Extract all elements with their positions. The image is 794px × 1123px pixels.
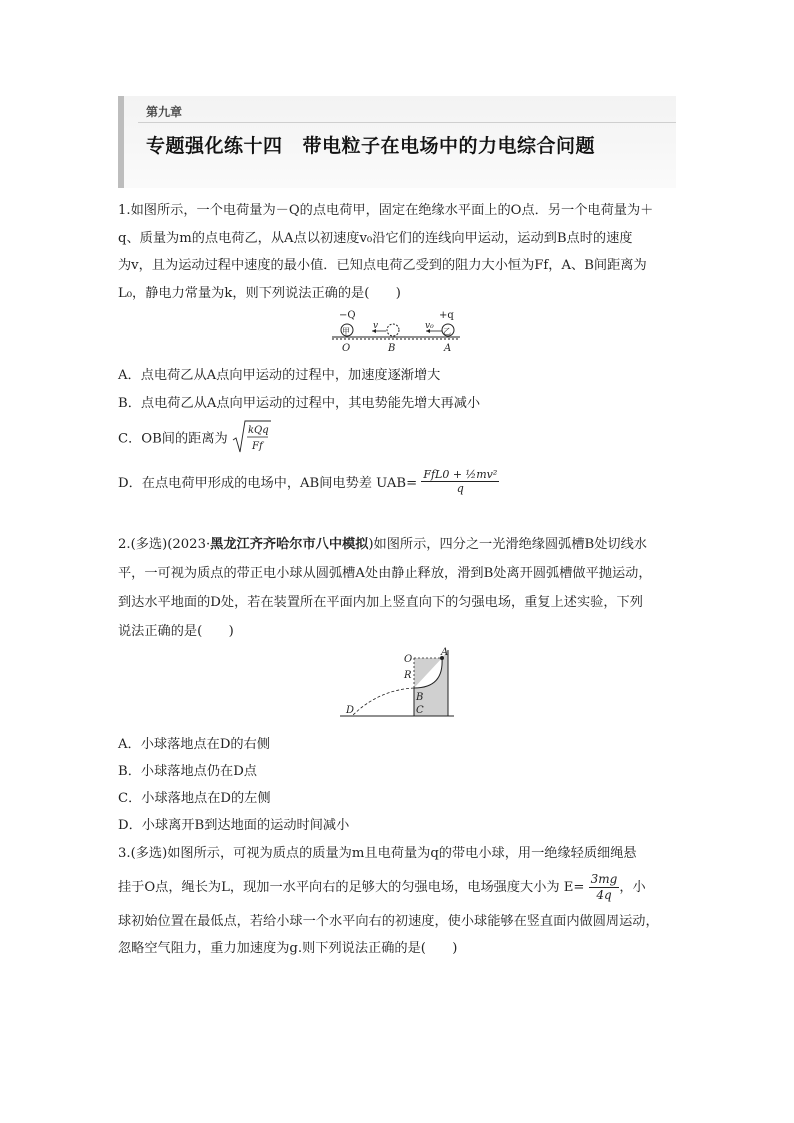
q1-option-b: B．点电荷乙从A点向甲运动的过程中，其电势能先增大再减小 xyxy=(118,396,481,411)
q3-e-num: 3mg xyxy=(590,871,618,886)
q3-line-2 xyxy=(118,868,680,908)
q1-fig-yi: 乙 xyxy=(443,327,451,336)
q3-line-1: 3.(多选)如图所示，可视为质点的质量为m且电荷量为q的带电小球，用一绝缘轻质细绳悬 xyxy=(118,846,637,861)
q2-fig-C: C xyxy=(416,705,424,716)
q3-line-4: 忽略空气阻力，重力加速度为g.则下列说法正确的是( ) xyxy=(118,941,458,956)
q1-line-1: 1.如图所示，一个电荷量为－Q的点电荷甲，固定在绝缘水平面上的O点．另一个电荷量为＋ xyxy=(118,203,654,218)
q2-line-4: 说法正确的是( ) xyxy=(118,624,234,639)
q1-fig-charge-left: −Q xyxy=(339,310,356,321)
q1-fig-charge-right: +q xyxy=(439,310,454,321)
q2-fig-O: O xyxy=(404,654,413,665)
q1-d-den: q xyxy=(456,482,464,495)
header-accent-bar xyxy=(118,96,124,188)
q3-e-fraction xyxy=(589,872,620,903)
q1-option-c-text: C．OB间的距离为 xyxy=(118,431,228,447)
q1-fig-O: O xyxy=(342,343,351,354)
q1-option-a: A．点电荷乙从A点向甲运动的过程中，加速度逐渐增大 xyxy=(118,368,441,383)
header-divider xyxy=(138,122,676,123)
q3-line-2-end: ，小 xyxy=(619,879,646,895)
q2-option-b: B．小球落地点仍在D点 xyxy=(118,764,257,779)
q2-fig-D: D xyxy=(346,705,355,716)
q2-fig-R: R xyxy=(404,670,412,681)
q1-d-num: FfL0 + ½mv² xyxy=(423,468,498,481)
title-part-b: 带电粒子在电场中的力电综合问题 xyxy=(302,135,596,157)
question-1-stem xyxy=(118,197,680,307)
sqrt-expression xyxy=(232,420,272,458)
q2-line-3: 到达水平地面的D处，若在装置所在平面内加上竖直向下的匀强电场，重复上述实验，下列 xyxy=(118,595,643,610)
q1-line-2: q、质量为m的点电荷乙，从A点以初速度v₀沿它们的连线向甲运动，运动到B点时的速度 xyxy=(118,230,633,246)
q1-option-d-text: D．在点电荷甲形成的电场中，AB间电势差 UAB= xyxy=(118,476,418,491)
question-2-stem xyxy=(118,530,680,646)
dashed-charge-icon xyxy=(387,324,399,336)
q1-option-d xyxy=(118,468,499,495)
question-3-stem xyxy=(118,840,680,963)
q3-e-den: 4q xyxy=(596,887,612,902)
q1-fig-v0: v₀ xyxy=(425,321,434,331)
q1-fig-v: v xyxy=(373,321,379,331)
q2-option-d: D．小球离开B到达地面的运动时间减小 xyxy=(118,818,350,833)
q1-d-fraction xyxy=(421,468,499,495)
chapter-label: 第九章 xyxy=(146,105,183,119)
title-part-a: 专题强化练十四 xyxy=(146,135,283,157)
q2-option-c: C．小球落地点在D的左侧 xyxy=(118,791,271,806)
q2-option-a: A．小球落地点在D的右侧 xyxy=(118,737,270,752)
q2-figure xyxy=(338,646,456,722)
q1-line-4: L₀，静电力常量为k，则下列说法正确的是( ) xyxy=(118,285,401,301)
q2-line-1 xyxy=(118,530,680,559)
q3-line-2-text: 挂于O点，绳长为L，现加一水平向右的足够大的匀强电场，电场强度大小为 E= xyxy=(118,879,585,895)
q1-fig-jia: 甲 xyxy=(342,327,350,336)
q1-c-num: kQq xyxy=(247,425,269,436)
q2-line-1-rest: )如图所示，四分之一光滑绝缘圆弧槽B处切线水 xyxy=(368,537,647,552)
q2-prefix: 2.(多选)(2023· xyxy=(118,537,211,552)
q1-fig-A: A xyxy=(444,343,452,354)
q2-source: 黑龙江齐齐哈尔市八中模拟 xyxy=(210,537,369,552)
q3-line-3: 球初始位置在最低点，若给小球一个水平向右的初速度，使小球能够在竖直面内做圆周运动， xyxy=(118,913,659,929)
q1-c-den: Ff xyxy=(251,441,263,452)
q1-fig-B: B xyxy=(388,343,396,354)
q2-fig-A: A xyxy=(441,647,449,658)
page-title xyxy=(146,131,595,158)
q1-line-3: 为v，且为运动过程中速度的最小值．已知点电荷乙受到的阻力大小恒为Ff，A、B间距离为 xyxy=(118,258,647,273)
q2-fig-B: B xyxy=(416,692,424,703)
q1-figure xyxy=(330,306,465,356)
q2-line-2: 平，一可视为质点的带正电小球从圆弧槽A处由静止释放，滑到B处离开圆弧槽做平抛运动， xyxy=(118,566,652,581)
q1-option-c xyxy=(118,420,272,458)
